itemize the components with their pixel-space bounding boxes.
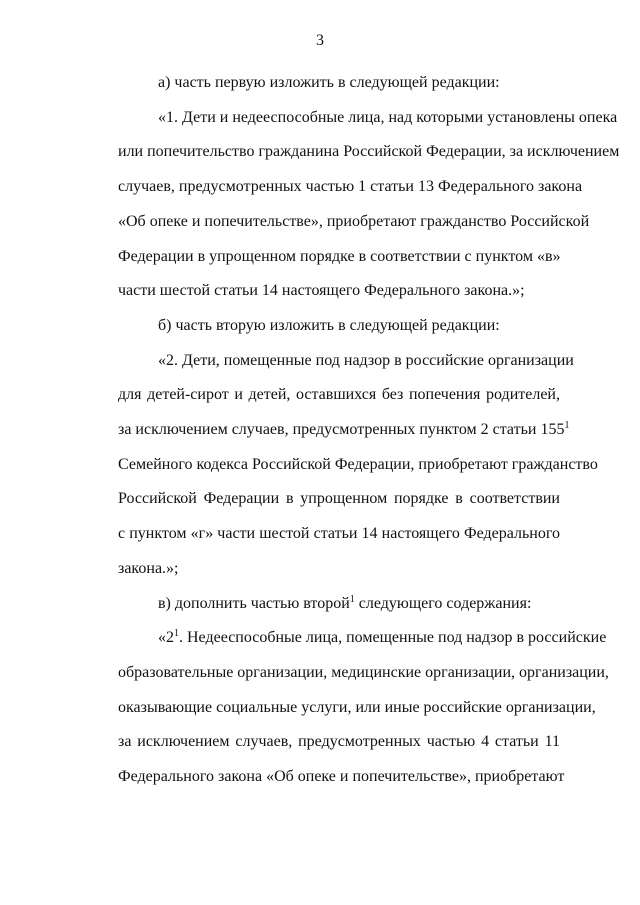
text-line: «1. Дети и недееспособные лица, над которыми установлены опека — [158, 108, 618, 126]
paragraph-quote-3 — [78, 621, 609, 795]
text-line: закона.»; — [118, 559, 179, 577]
text-line: оказывающие социальные услуги, или иные российские организации, — [118, 698, 596, 716]
text-line: образовательные организации, медицинские организации, организации, — [118, 663, 609, 681]
text-fragment: «2 — [158, 629, 174, 647]
text-fragment: в) дополнить частью второй — [158, 594, 350, 612]
text-line-with-sup — [78, 413, 570, 448]
text-line: Федерального закона «Об опеке и попечительстве», приобретают — [118, 768, 565, 786]
text-line: или попечительство гражданина Российской Федерации, за исключением — [118, 143, 620, 161]
text-line: «Об опеке и попечительстве», приобретают гражданство Российской — [118, 212, 590, 230]
page-number: 3 — [316, 32, 324, 49]
text-fragment: за исключением случаев, предусмотренных пунктом 2 статьи 155 — [118, 421, 565, 439]
paragraph-quote-1 — [78, 101, 620, 309]
superscript: 1 — [564, 420, 570, 432]
superscript: 1 — [174, 628, 179, 640]
text-fragment: следующего содержания: — [354, 594, 532, 612]
text-line-with-sup — [78, 621, 607, 656]
paragraph-a — [78, 66, 560, 101]
text-line: за исключением случаев, предусмотренных частью 4 статьи 11 — [118, 733, 560, 751]
text-fragment: . Недееспособные лица, помещенные под надзор в российские — [179, 629, 607, 647]
text-line: Российской Федерации в упрощенном порядке в соответствии — [118, 490, 560, 508]
text-line: случаев, предусмотренных частью 1 статьи 13 Федерального закона — [118, 178, 583, 196]
text-line: «2. Дети, помещенные под надзор в российские организации — [158, 351, 574, 369]
text-line: части шестой статьи 14 настоящего Федерального закона.»; — [118, 282, 525, 300]
text-line: Семейного кодекса Российской Федерации, приобретают гражданство — [118, 455, 598, 473]
text-line: Федерации в упрощенном порядке в соответствии с пунктом «в» — [118, 247, 561, 265]
text-line: б) часть вторую изложить в следующей редакции: — [158, 316, 500, 334]
paragraph-b — [78, 309, 560, 344]
paragraph-v — [78, 587, 560, 622]
superscript: 1 — [349, 593, 355, 605]
text-line: для детей-сирот и детей, оставшихся без попечения родителей, — [118, 386, 560, 404]
paragraph-quote-2 — [78, 344, 598, 587]
text-line: а) часть первую изложить в следующей редакции: — [158, 74, 500, 91]
text-line-with-sup — [78, 587, 560, 622]
text-line: с пунктом «г» части шестой статьи 14 настоящего Федерального — [118, 525, 560, 543]
document-body — [78, 66, 620, 795]
